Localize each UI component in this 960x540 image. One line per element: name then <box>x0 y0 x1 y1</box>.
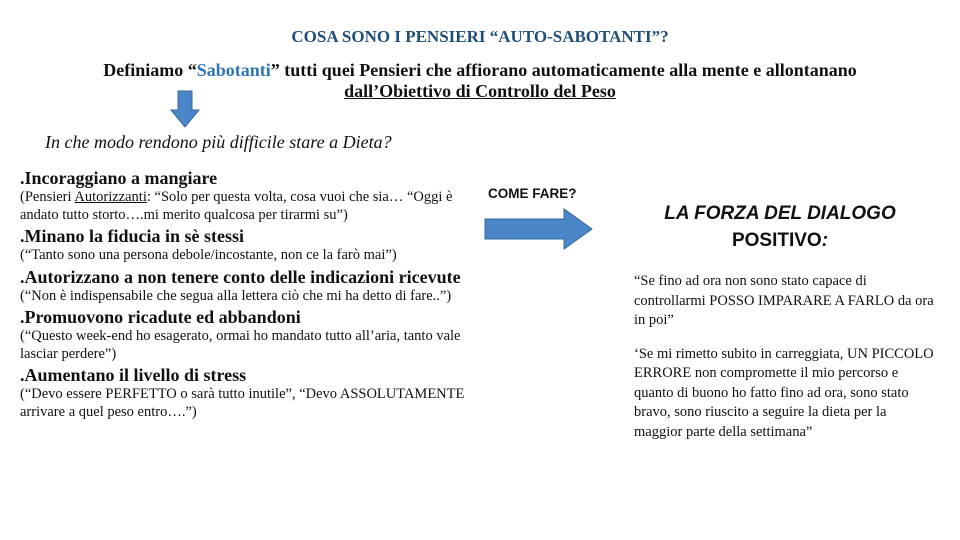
section-heading <box>630 200 930 254</box>
item-heading: .Minano la fiducia in sè stessi <box>20 226 245 246</box>
page-title: COSA SONO I PENSIERI “AUTO-SABOTANTI”? <box>291 27 669 46</box>
item-heading: .Incoraggiano a mangiare <box>20 168 218 188</box>
item-quote-pre: (Pensieri <box>20 189 75 205</box>
item-heading: .Aumentano il livello di stress <box>20 365 247 385</box>
come-fare-label: COME FARE? <box>488 186 577 201</box>
positive-quotes <box>634 272 934 456</box>
list-item <box>20 226 480 265</box>
item-quote: (“Tanto sono una persona debole/incostante, non ce la farò mai”) <box>20 247 397 263</box>
list-item <box>20 365 480 421</box>
item-quote: (“Devo essere PERFETTO o sarà tutto inutile”, “Devo ASSOLUTAMENTE arrivare a quel peso entro….”) <box>20 386 465 420</box>
definition-highlight: Sabotanti <box>196 60 271 80</box>
definition-line2: dall’Obiettivo di Controllo del Peso <box>344 81 616 101</box>
down-arrow-icon <box>170 90 200 128</box>
question-text: In che modo rendono più difficile stare a Dieta? <box>45 132 392 152</box>
item-quote: (“Questo week-end ho esagerato, ormai ho mandato tutto all’aria, tanto vale lasciar perdere”) <box>20 328 461 362</box>
section-heading-line1: LA FORZA DEL DIALOGO <box>664 203 896 224</box>
section-heading-line2-wrap <box>630 227 930 254</box>
list-item <box>20 267 480 306</box>
item-quote: (“Non è indispensabile che segua alla lettera ciò che mi ha detto di fare..”) <box>20 287 452 304</box>
definition-post: ” tutti quei Pensieri che affiorano automaticamente alla mente e allontanano <box>270 60 857 80</box>
right-arrow-icon <box>484 208 594 250</box>
definition-text <box>30 60 930 102</box>
item-heading: .Promuovono ricadute ed abbandoni <box>20 307 301 327</box>
section-heading-colon: : <box>821 230 829 251</box>
effects-list <box>20 168 480 423</box>
definition-pre: Definiamo “ <box>103 60 197 80</box>
section-heading-line2: POSITIVO <box>731 230 822 251</box>
item-quote <box>20 189 480 224</box>
item-quote-post: : “Solo per questa volta, cosa vuoi che sia… “Oggi è andato tutto storto….mi merito qualcosa per tirarmi su”) <box>20 189 453 223</box>
positive-quote: “Se fino ad ora non sono stato capace di controllarmi POSSO IMPARARE A FARLO da ora in poi” <box>634 273 934 328</box>
positive-quote: ‘Se mi rimetto subito in carreggiata, UN PICCOLO ERRORE non compromette il mio percorso e quanto di buono ho fatto fino ad ora, sono stato bravo, sono riuscito a seguire la dieta per la maggior parte della settimana” <box>634 345 934 440</box>
item-heading: .Autorizzano a non tenere conto delle indicazioni ricevute <box>20 266 461 287</box>
list-item <box>20 307 480 363</box>
item-quote-underlined: Autorizzanti <box>74 189 147 205</box>
list-item <box>20 168 480 224</box>
